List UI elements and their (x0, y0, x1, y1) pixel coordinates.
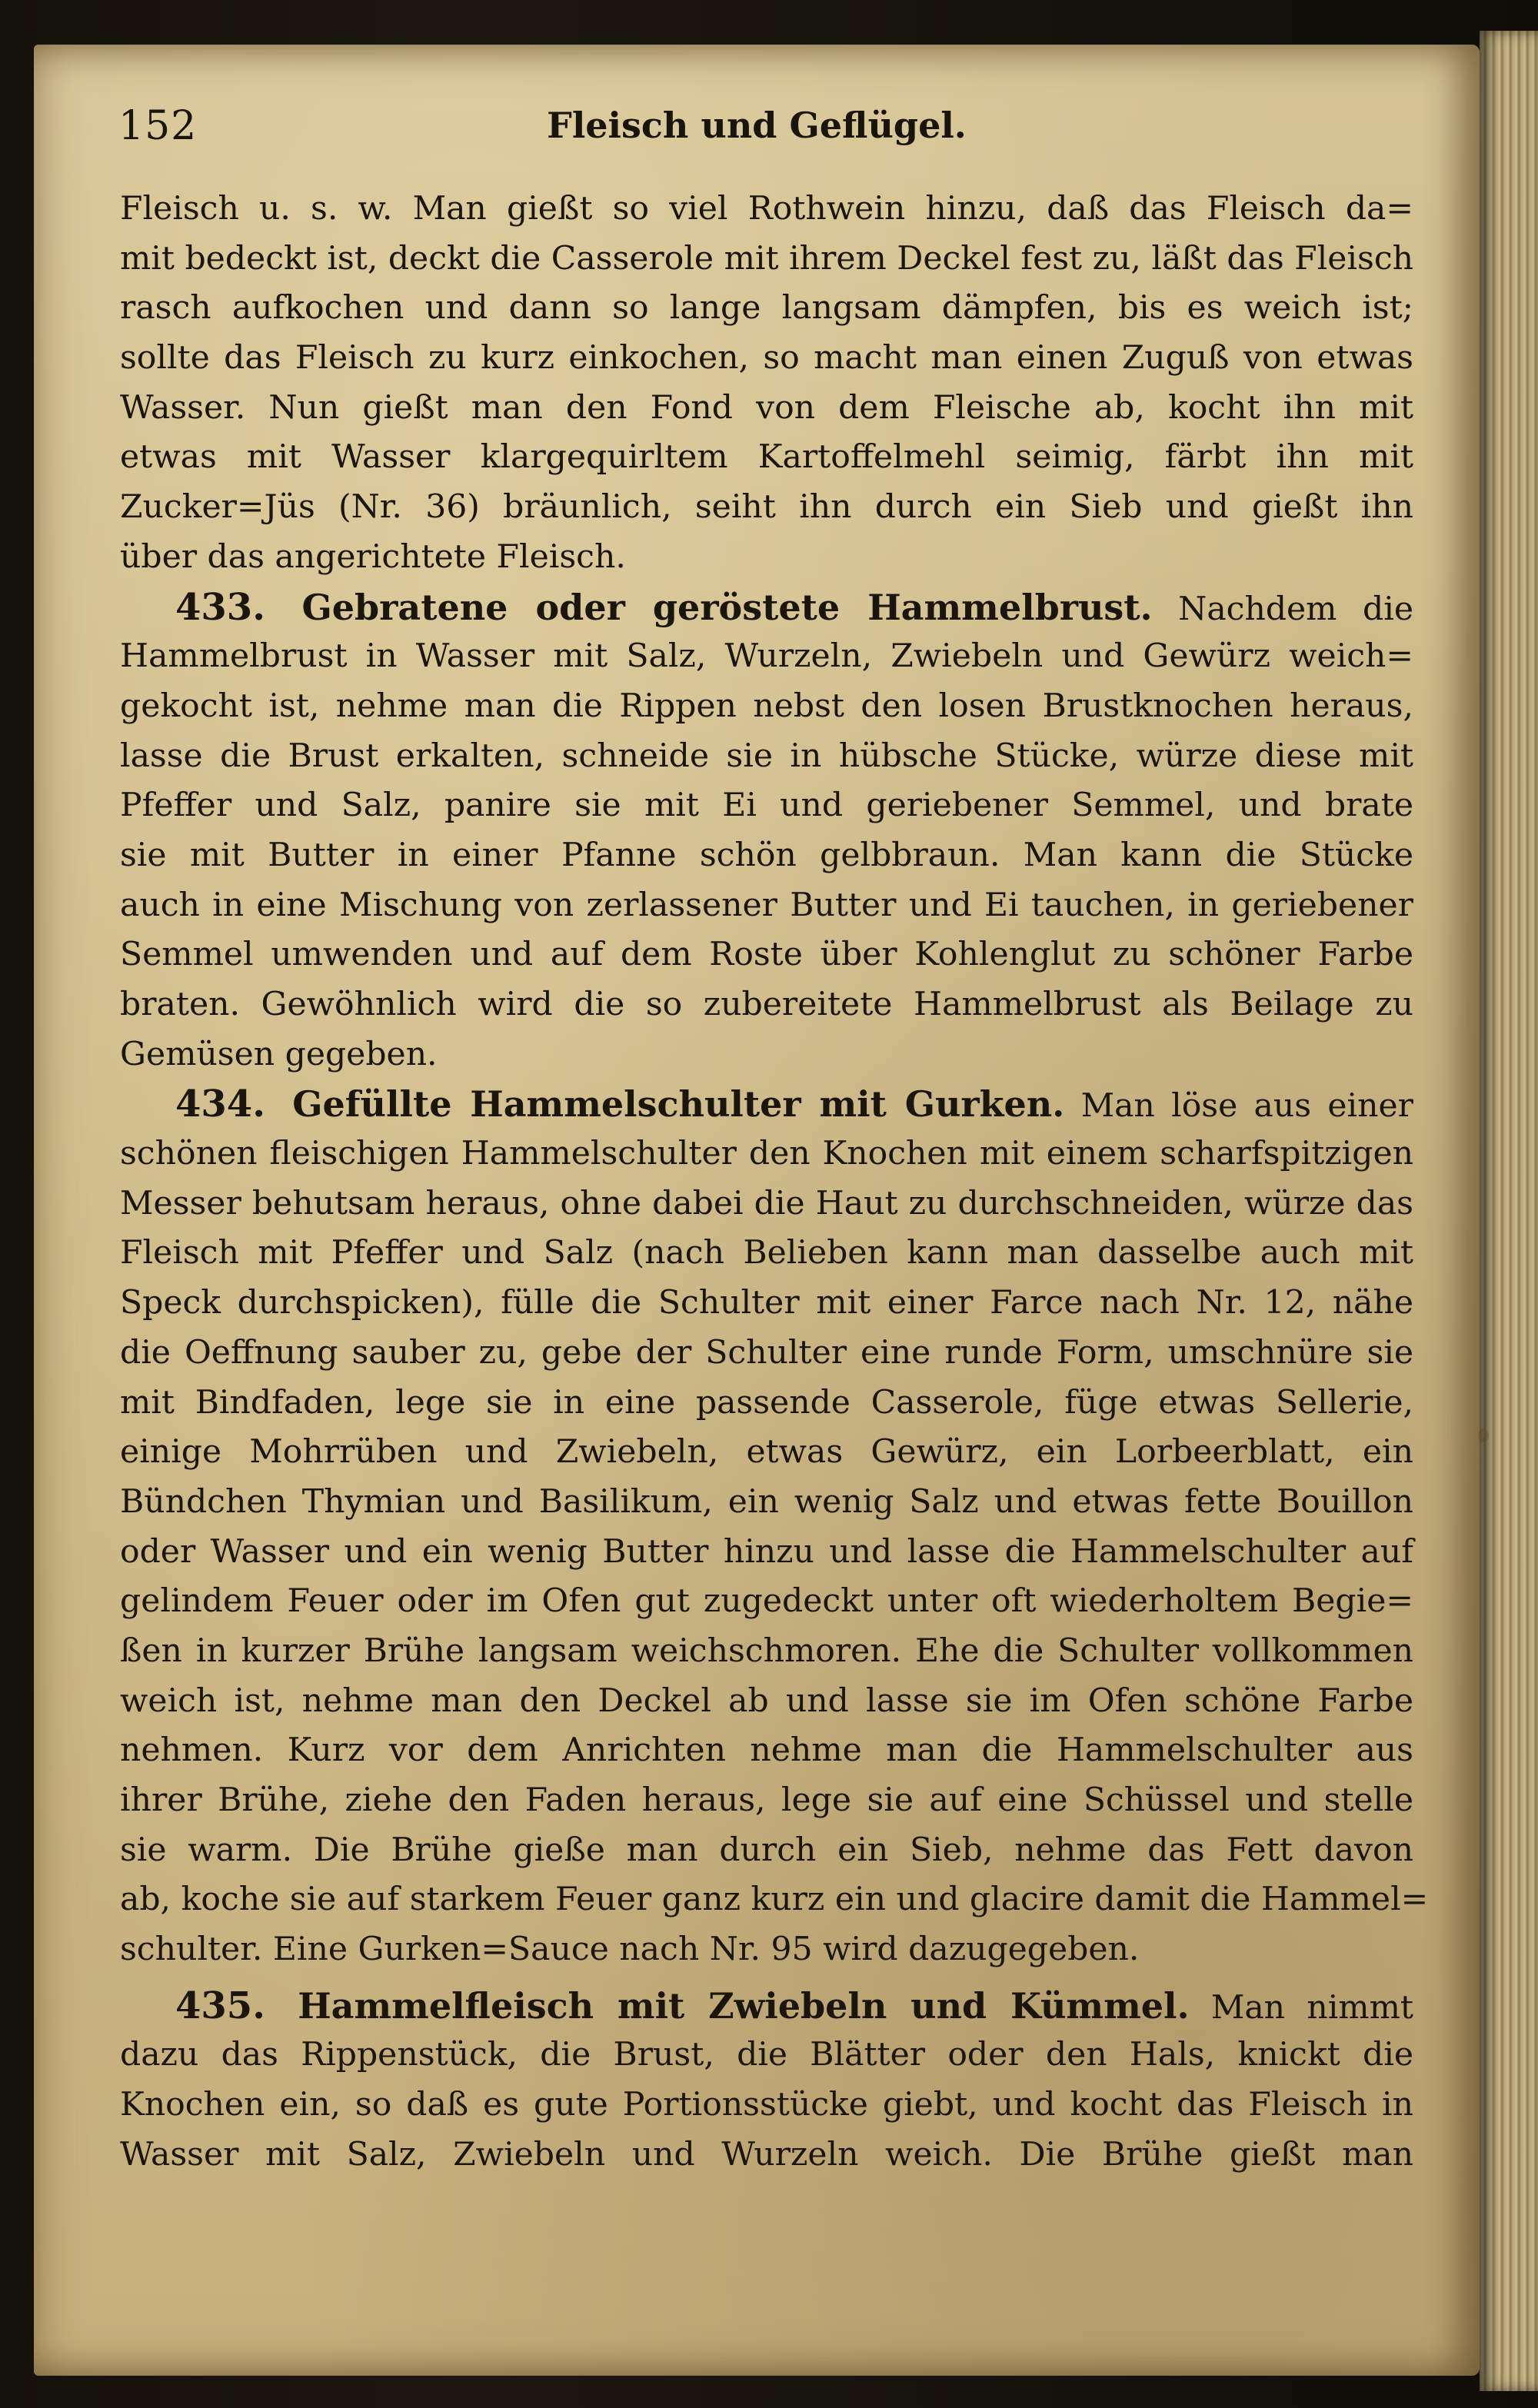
text-line: Messer behutsam heraus, ohne dabei die Haut zu durchschneiden, würze das (120, 1184, 1413, 1222)
page-number: 152 (118, 103, 198, 149)
text-body (120, 185, 1429, 2180)
text-run: Man nimmt (1210, 1988, 1413, 2027)
text-line: etwas mit Wasser klargequirltem Kartoffelmehl seimig, färbt ihn mit (120, 438, 1413, 477)
text-run: Man löse aus einer (1080, 1087, 1413, 1126)
text-line: auch in eine Mischung von zerlassener Butter und Ei tauchen, in geriebener (120, 886, 1413, 924)
recipe-title: Hammelfleisch mit Zwiebeln und Kümmel. (298, 1984, 1190, 2027)
recipe-433 (120, 583, 1413, 1080)
text-line: sie mit Butter in einer Pfanne schön gelbbraun. Man kann die Stücke (120, 836, 1413, 874)
text-line: einige Mohrrüben und Zwiebeln, etwas Gewürz, ein Lorbeerblatt, ein (120, 1433, 1413, 1472)
text-line: dazu das Rippenstück, die Brust, die Blätter oder den Hals, knickt die (120, 2036, 1413, 2074)
text-line: Semmel umwenden und auf dem Roste über Kohlenglut zu schöner Farbe (120, 936, 1413, 974)
text-line: sollte das Fleisch zu kurz einkochen, so macht man einen Zuguß von etwas (120, 339, 1413, 377)
text-line: oder Wasser und ein wenig Butter hinzu und lasse die Hammelschulter auf (120, 1532, 1413, 1571)
text-line: Fleisch mit Pfeffer und Salz (nach Belieben kann man dasselbe auch mit (120, 1234, 1413, 1272)
text-line: Wasser mit Salz, Zwiebeln und Wurzeln weich. Die Brühe gießt man (120, 2135, 1413, 2174)
text-line: über das angerichtete Fleisch. (120, 537, 626, 576)
recipe-title: Gebratene oder geröstete Hammelbrust. (301, 586, 1153, 628)
text-line: Wasser. Nun gießt man den Fond von dem Fleische ab, kocht ihn mit (120, 388, 1413, 427)
text-line: gelindem Feuer oder im Ofen gut zugedeckt unter oft wiederholtem Begie= (120, 1582, 1413, 1621)
recipe-heading-line (120, 583, 1413, 633)
text-line: Hammelbrust in Wasser mit Salz, Wurzeln, Zwiebeln und Gewürz weich= (120, 637, 1413, 676)
text-line: lasse die Brust erkalten, schneide sie in hübsche Stücke, würze diese mit (120, 737, 1413, 775)
text-line: Pfeffer und Salz, panire sie mit Ei und geriebener Semmel, und brate (120, 787, 1413, 825)
text-line: schulter. Eine Gurken=Sauce nach Nr. 95 wird dazugegeben. (120, 1931, 1140, 1969)
text-line: rasch aufkochen und dann so lange langsam dämpfen, bis es weich ist; (120, 289, 1413, 328)
text-line: Zucker=Jüs (Nr. 36) bräunlich, seiht ihn durch ein Sieb und gießt ihn (120, 488, 1413, 527)
text-line: ßen in kurzer Brühe langsam weichschmoren. Ehe die Schulter vollkommen (120, 1631, 1413, 1670)
text-line: Gemüsen gegeben. (120, 1035, 438, 1073)
text-line: sie warm. Die Brühe gieße man durch ein Sieb, nehme das Fett davon (120, 1831, 1413, 1869)
recipe-title: Gefüllte Hammelschulter mit Gurken. (292, 1083, 1065, 1126)
recipe-number: 434. (175, 1083, 265, 1126)
continuation-paragraph (120, 185, 1413, 583)
text-run: Nachdem die (1178, 590, 1413, 628)
paragraph-gap (120, 1975, 1413, 1981)
running-title: Fleisch und Geflügel. (547, 105, 967, 146)
text-line: weich ist, nehme man den Deckel ab und lasse sie im Ofen schöne Farbe (120, 1681, 1413, 1720)
recipe-435 (120, 1981, 1413, 2180)
text-line: Fleisch u. s. w. Man gießt so viel Rothwein hinzu, daß das Fleisch da= (120, 190, 1413, 228)
text-line: mit Bindfaden, lege sie in eine passende Casserole, füge etwas Sellerie, (120, 1383, 1413, 1422)
recipe-434 (120, 1079, 1429, 1974)
text-line: gekocht ist, nehme man die Rippen nebst den losen Brustknochen heraus, (120, 687, 1413, 725)
ink-spot (1478, 1429, 1489, 1442)
text-line: Knochen ein, so daß es gute Portionsstücke giebt, und kocht das Fleisch in (120, 2086, 1413, 2124)
text-line: Speck durchspicken), fülle die Schulter mit einer Farce nach Nr. 12, nähe (120, 1284, 1413, 1322)
book-page-edges (1480, 31, 1538, 2391)
text-line: ihrer Brühe, ziehe den Faden heraus, lege sie auf eine Schüssel und stelle (120, 1781, 1413, 1819)
running-header (34, 98, 1480, 168)
text-line: schönen fleischigen Hammelschulter den Knochen mit einem scharfspitzigen (120, 1135, 1413, 1173)
text-line: Bündchen Thymian und Basilikum, ein wenig Salz und etwas fette Bouillon (120, 1482, 1413, 1521)
recipe-number: 433. (175, 585, 265, 629)
recipe-number: 435. (175, 1984, 265, 2027)
recipe-heading-line (120, 1079, 1413, 1129)
text-line: ab, koche sie auf starkem Feuer ganz kurz ein und glacire damit die Hammel= (120, 1881, 1429, 1919)
text-line: braten. Gewöhnlich wird die so zubereitete Hammelbrust als Beilage zu (120, 986, 1413, 1023)
text-line: nehmen. Kurz vor dem Anrichten nehme man die Hammelschulter aus (120, 1731, 1413, 1770)
text-line: die Oeffnung sauber zu, gebe der Schulter eine runde Form, umschnüre sie (120, 1333, 1413, 1372)
recipe-heading-line (120, 1981, 1413, 2031)
text-line: mit bedeckt ist, deckt die Casserole mit ihrem Deckel fest zu, läßt das Fleisch (120, 239, 1413, 278)
book-page (34, 45, 1480, 2376)
